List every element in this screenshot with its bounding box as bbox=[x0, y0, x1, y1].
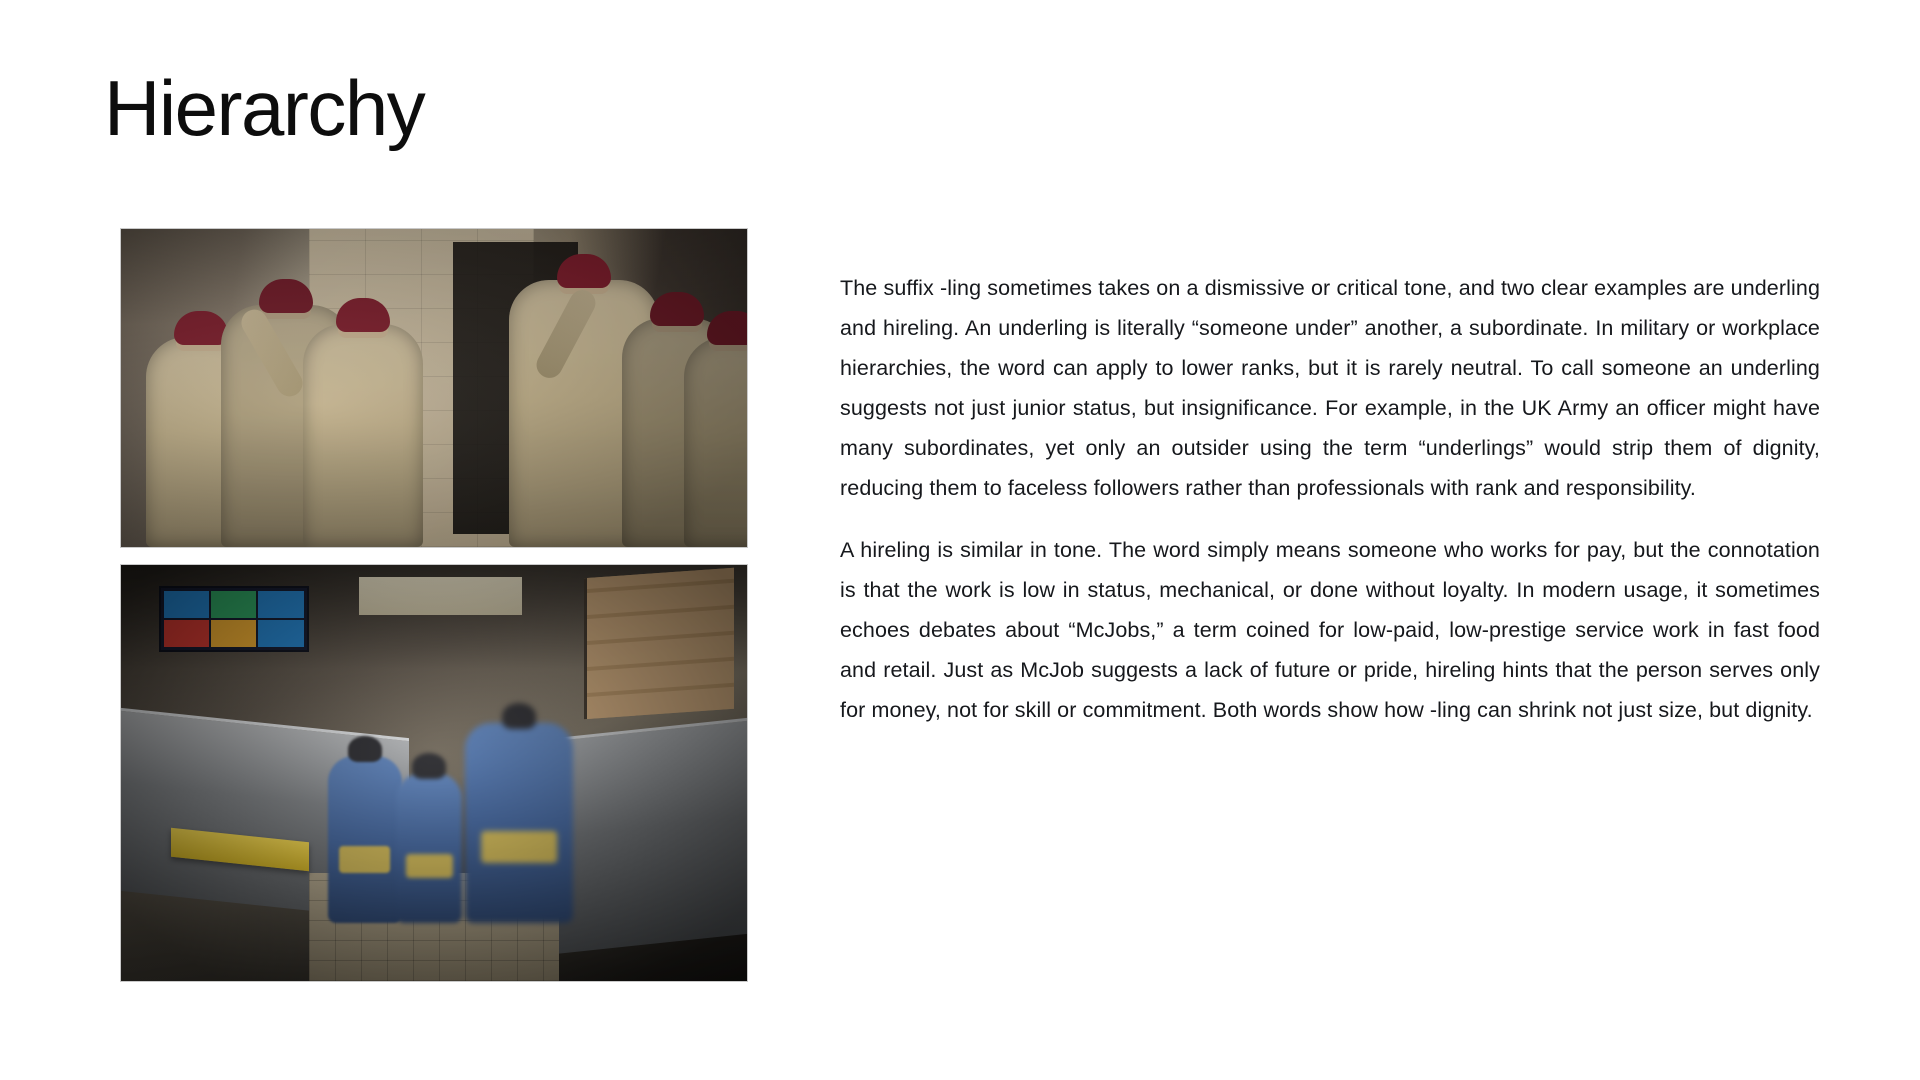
soldiers-saluting-photo-art bbox=[121, 229, 747, 547]
fast-food-kitchen-photo-art bbox=[121, 565, 747, 981]
body-paragraph-2: A hireling is similar in tone. The word simply means someone who works for pay, but the connotation is that the work is low in status, mechanical, or done without loyalty. In modern usage, it sometimes echoes debates about “McJobs,” a term coined for low-paid, low-prestige service work in fast food and retail. Just as McJob suggests a lack of future or pride, hireling hints that the person serves only for money, not for skill or commitment. Both words show how -ling can shrink not just size, but dignity. bbox=[840, 538, 1820, 722]
body-text-column bbox=[840, 268, 1820, 730]
body-paragraph-1: The suffix -ling sometimes takes on a dismissive or critical tone, and two clear examples are underling and hireling. An underling is literally “someone under” another, a subordinate. In military or workplace hierarchies, the word can apply to lower ranks, but it is rarely neutral. To call someone an underling suggests not just junior status, but insignificance. For example, in the UK Army an officer might have many subordinates, yet only an outsider using the term “underlings” would strip them of dignity, reducing them to faceless followers rather than professionals with rank and responsibility. bbox=[840, 276, 1820, 500]
page-title: Hierarchy bbox=[104, 64, 425, 152]
image-column bbox=[120, 228, 748, 982]
soldiers-saluting-photo bbox=[120, 228, 748, 548]
fast-food-kitchen-photo bbox=[120, 564, 748, 982]
photo-vignette bbox=[121, 565, 747, 981]
photo-vignette bbox=[121, 229, 747, 547]
